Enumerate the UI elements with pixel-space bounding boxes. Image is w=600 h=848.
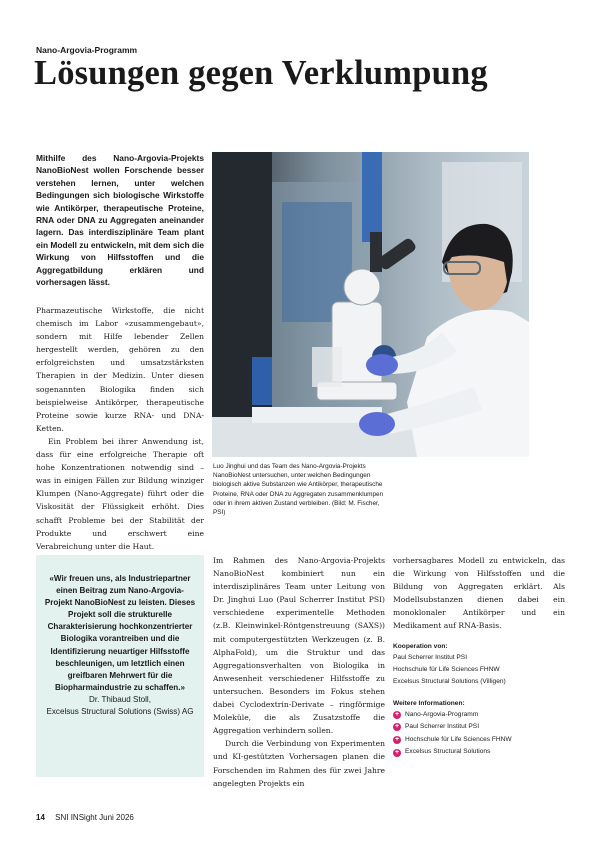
page-number: 14 bbox=[36, 813, 45, 822]
kicker: Nano-Argovia-Programm bbox=[36, 45, 138, 55]
photo-caption: Luo Jinghui und das Team des Nano-Argovia-Projekts NanoBioNest untersuchen, unter welchen Bedingungen biologisch aktive Substanzen wie Antikörper, therapeutische Proteine, RNA oder DNA zu Aggregaten zusammenklumpen oder in ihrem aktiven Zustand verbleiben. (Bild: M. Fischer, PSI) bbox=[213, 463, 384, 517]
quote-author: Dr. Thibaud Stoll, bbox=[89, 694, 151, 704]
page-footer bbox=[36, 813, 134, 822]
publication-name: SNI INSight Juni 2026 bbox=[55, 813, 134, 822]
info-link-psi[interactable] bbox=[393, 721, 565, 734]
info-link-label: Excelsus Structural Solutions bbox=[405, 748, 491, 756]
plus-icon: + bbox=[394, 748, 400, 756]
lead-paragraph: Mithilfe des Nano-Argovia-Projekts NanoBioNest wollen Forschende besser verstehen lernen, unter welchen Bedingungen sich biologische Wirkstoffe wie Antikörper, therapeutische Proteine, RNA oder DNA zu Aggregaten aneinander lagern. Das interdisziplinäre Team plant ein Modell zu entwickeln, mit dem sich die Wirkung von Hilfsstoffen und die Aggregatbildung erklären und vorhersagen lässt. bbox=[36, 153, 204, 288]
cooperation-heading: Kooperation von: bbox=[393, 642, 448, 650]
body-column-1 bbox=[36, 304, 204, 553]
cooperation-item: Paul Scherrer Institut PSI bbox=[393, 653, 468, 661]
more-info-heading: Weitere Informationen: bbox=[393, 699, 465, 707]
lab-photo bbox=[212, 152, 529, 457]
body-paragraph: Im Rahmen des Nano-Argovia-Projekts NanoBioNest kombiniert nun ein interdisziplinäres Team unter Leitung von Dr. Jinghui Luo (Paul Scherrer Institut PSI) verschiedene experimentelle Methoden (z.B. Kleinwinkel-Röntgenstreuung (SAXS)) mit computergestützten Werkzeugen (z. B. AlphaFold), um die Struktur und das Aggregationsverhalten von Biologika in Anwesenheit verschiedener Hilfsstoffe zu untersuchen. Besonders im Fokus stehen dabei Cyclodextrin-Derivate – ringförmige Moleküle, die als Zusatzstoffe die Aggregation verhindern sollen. bbox=[213, 556, 385, 736]
info-link-label: Nano-Argovia-Programm bbox=[405, 710, 479, 718]
plus-icon: + bbox=[394, 736, 400, 744]
cooperation-item: Excelsus Structural Solutions (Villigen) bbox=[393, 677, 506, 685]
quote-text: «Wir freuen uns, als Industriepartner einen Beitrag zum Nano-Argovia-Projekt NanoBioNest zu leisten. Dieses Projekt soll die strukturelle Charakterisierung hochkonzentrierter Biologika vorantreiben und die Identifizierung neuartiger Hilfsstoffe beschleunigen, um letztlich einen greifbaren Mehrwert für die Biopharmaindustrie zu schaffen.» bbox=[44, 574, 196, 692]
page-title: Lösungen gegen Verklumpung bbox=[34, 54, 488, 92]
info-link-nano-argovia[interactable] bbox=[393, 709, 565, 722]
cooperation-item: Hochschule für Life Sciences FHNW bbox=[393, 665, 500, 673]
quote-box bbox=[36, 555, 204, 777]
lab-photo-illustration bbox=[212, 152, 529, 457]
info-link-fhnw[interactable] bbox=[393, 734, 565, 747]
body-paragraph: Ein Problem bei ihrer Anwendung ist, dass für eine erfolgreiche Therapie oft hohe Konzentrationen notwendig sind – was in einigen Fällen zur Bildung winziger Klumpen (Nano-Aggregate) führt oder die Viskosität der Flüssigkeit erhöht. Dies schafft Probleme bei der Stabilität der Produkte und erschwert eine Verabreichung unter die Haut. bbox=[36, 436, 204, 551]
body-paragraph: Pharmazeutische Wirkstoffe, die nicht chemisch im Labor «zusammengebaut», sondern mit Hilfe lebender Zellen hergestellt werden, gehören zu den erfolgreichsten und umsatzstärksten Therapien in der Medizin. Unter diesen sogenannten Biologika finden sich beispielweise Antikörper, therapeutische Proteine sowie kurze RNA- und DNA-Ketten. bbox=[36, 306, 204, 433]
info-link-label: Paul Scherrer Institut PSI bbox=[405, 723, 480, 731]
info-link-excelsus[interactable] bbox=[393, 746, 565, 759]
body-column-2 bbox=[213, 554, 385, 790]
plus-icon: + bbox=[394, 710, 400, 718]
plus-icon: + bbox=[394, 723, 400, 731]
info-link-label: Hochschule für Life Sciences FHNW bbox=[405, 735, 512, 743]
quote-company: Excelsus Structural Solutions (Swiss) AG bbox=[46, 707, 194, 717]
body-paragraph: vorhersagbares Modell zu entwickeln, das die Wirkung von Hilfsstoffen und die Bildung von Aggregaten erklärt. Als Modellsubstanzen dienen dabei ein monoklonaler Antikörper und ein Medikament auf RNA-Basis. bbox=[393, 556, 565, 631]
body-column-3 bbox=[393, 554, 565, 759]
body-paragraph: Durch die Verbindung von Experimenten und KI-gestützten Vorhersagen planen die Forschenden im Rahmen des für zwei Jahre angelegten Projekts ein bbox=[213, 739, 385, 788]
